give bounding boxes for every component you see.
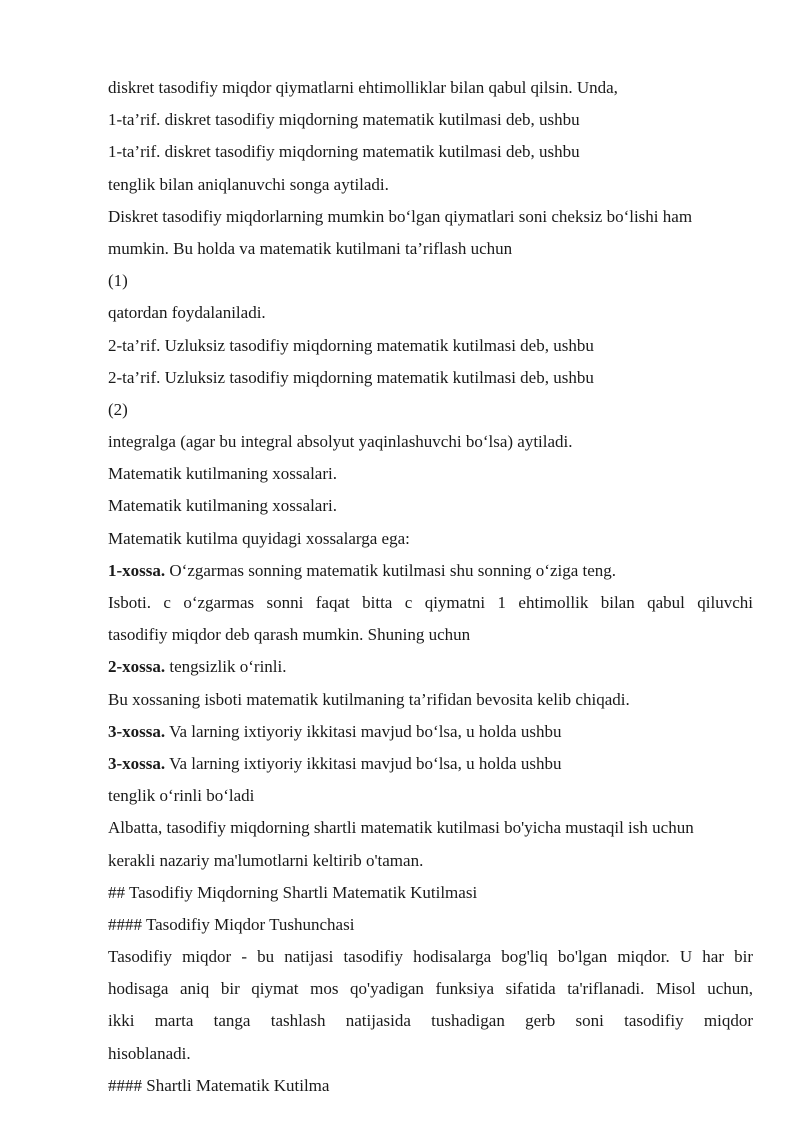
- line-text: #### Tasodifiy Miqdor Tushunchasi: [108, 914, 355, 934]
- line-text: (2): [108, 399, 128, 419]
- line-text: kerakli nazariy ma'lumotlarni keltirib o'taman.: [108, 850, 424, 870]
- property-line: [108, 555, 753, 587]
- text-line: [108, 136, 753, 168]
- line-text: Isboti. c o‘zgarmas sonni faqat bitta c qiymatni 1 ehtimollik bilan qabul qiluvchi: [108, 593, 753, 612]
- line-text: 1-ta’rif. diskret tasodifiy miqdorning matematik kutilmasi deb, ushbu: [108, 142, 580, 162]
- property-label: 3-xossa.: [108, 721, 166, 741]
- heading-line: [108, 1070, 753, 1102]
- text-line: [108, 1038, 753, 1070]
- text-line: [108, 201, 753, 233]
- text-line: [108, 362, 753, 394]
- line-text: Va larning ixtiyoriy ikkitasi mavjud bo‘lsa, u holda ushbu: [165, 721, 562, 741]
- line-text: tenglik o‘rinli bo‘ladi: [108, 786, 255, 806]
- text-line: [108, 426, 753, 458]
- line-text: Diskret tasodifiy miqdorlarning mumkin bo‘lgan qiymatlari soni cheksiz bo‘lishi ham: [108, 206, 693, 226]
- text-line: [108, 619, 753, 651]
- line-text: integralga (agar bu integral absolyut yaqinlashuvchi bo‘lsa) aytiladi.: [108, 432, 573, 452]
- text-line: [108, 973, 753, 1005]
- text-line: [108, 169, 753, 201]
- line-text: (1): [108, 271, 128, 291]
- text-line: [108, 812, 753, 844]
- text-line: [108, 780, 753, 812]
- line-text: #### Shartli Matematik Kutilma: [108, 1075, 330, 1095]
- property-line: [108, 651, 753, 683]
- line-text: 2-ta’rif. Uzluksiz tasodifiy miqdorning matematik kutilmasi deb, ushbu: [108, 367, 594, 387]
- line-text: mumkin. Bu holda va matematik kutilmani ta’riflash uchun: [108, 238, 513, 258]
- line-text: O‘zgarmas sonning matematik kutilmasi shu sonning o‘ziga teng.: [165, 560, 617, 580]
- line-text: Bu xossaning isboti matematik kutilmaning ta’rifidan bevosita kelib chiqadi.: [108, 689, 630, 709]
- equation-number: [108, 394, 753, 426]
- line-text: hisoblanadi.: [108, 1043, 191, 1063]
- line-text: tengsizlik o‘rinli.: [165, 657, 287, 677]
- property-label: 3-xossa.: [108, 753, 166, 773]
- line-text: 1-ta’rif. diskret tasodifiy miqdorning matematik kutilmasi deb, ushbu: [108, 110, 580, 130]
- text-line: [108, 330, 753, 362]
- text-line: [108, 1005, 753, 1037]
- line-text: tasodifiy miqdor deb qarash mumkin. Shuning uchun: [108, 625, 471, 645]
- heading-line: [108, 877, 753, 909]
- text-line: [108, 845, 753, 877]
- line-text: hodisaga aniq bir qiymat mos qo'yadigan funksiya sifatida ta'riflanadi. Misol uchun,: [108, 979, 753, 999]
- text-line: [108, 233, 753, 265]
- property-line: [108, 748, 753, 780]
- line-text: Matematik kutilma quyidagi xossalarga ega:: [108, 528, 410, 548]
- line-text: qatordan foydalaniladi.: [108, 303, 266, 323]
- property-label: 2-xossa.: [108, 657, 166, 677]
- line-text: tenglik bilan aniqlanuvchi songa aytiladi.: [108, 174, 389, 194]
- text-line: [108, 587, 753, 619]
- line-text: ## Tasodifiy Miqdorning Shartli Matematik Kutilmasi: [108, 882, 478, 902]
- text-line: [108, 458, 753, 490]
- document-page: [108, 72, 753, 1102]
- property-label: 1-xossa.: [108, 560, 166, 580]
- property-line: [108, 716, 753, 748]
- line-text: Va larning ixtiyoriy ikkitasi mavjud bo‘lsa, u holda ushbu: [165, 753, 562, 773]
- line-text: diskret tasodifiy miqdor qiymatlarni ehtimolliklar bilan qabul qilsin. Unda,: [108, 78, 618, 97]
- line-text: 2-ta’rif. Uzluksiz tasodifiy miqdorning matematik kutilmasi deb, ushbu: [108, 335, 594, 355]
- line-text: Albatta, tasodifiy miqdorning shartli matematik kutilmasi bo'yicha mustaqil ish uchun: [108, 818, 694, 838]
- line-text: ikki marta tanga tashlash natijasida tushadigan gerb soni tasodifiy miqdor: [108, 1011, 753, 1031]
- text-line: [108, 104, 753, 136]
- text-line: [108, 72, 753, 104]
- line-text: Matematik kutilmaning xossalari.: [108, 464, 337, 484]
- line-text: Tasodifiy miqdor - bu natijasi tasodifiy hodisalarga bog'liq bo'lgan miqdor. U har bir: [108, 947, 753, 967]
- equation-number: [108, 265, 753, 297]
- heading-line: [108, 909, 753, 941]
- text-line: [108, 684, 753, 716]
- text-line: [108, 941, 753, 973]
- line-text: Matematik kutilmaning xossalari.: [108, 496, 337, 516]
- text-line: [108, 523, 753, 555]
- text-line: [108, 490, 753, 522]
- text-line: [108, 297, 753, 329]
